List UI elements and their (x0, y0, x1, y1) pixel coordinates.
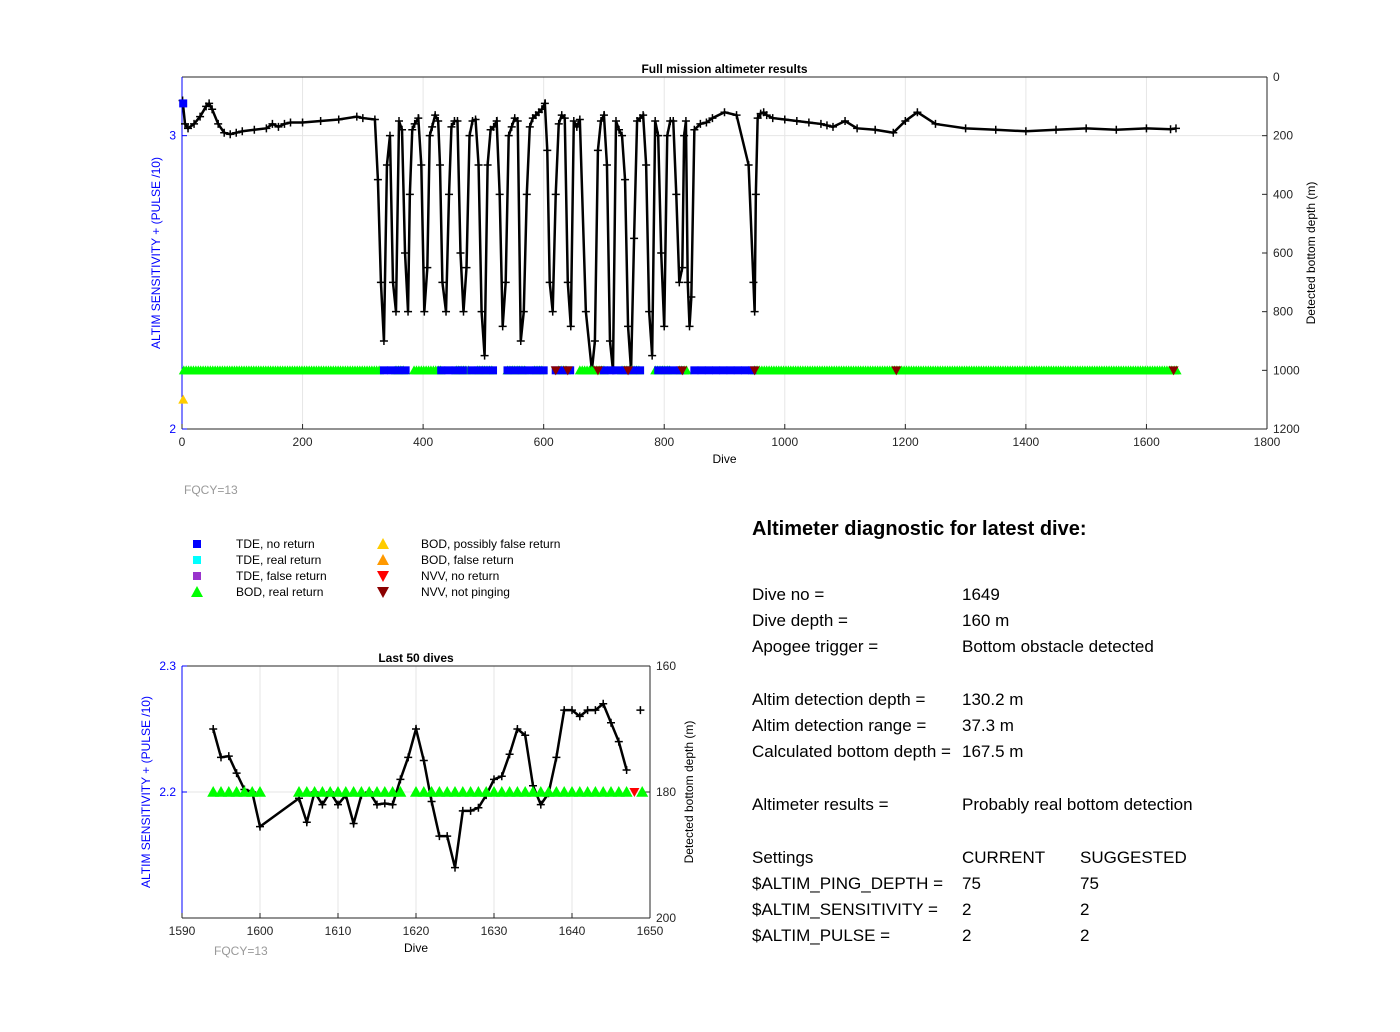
diagnostic-label: Altim detection depth = (752, 690, 926, 709)
x-tick-label: 1600 (1133, 435, 1160, 449)
legend-label: NVV, no return (421, 569, 500, 583)
legend-triangle-up-icon (191, 586, 203, 597)
depth-point (392, 308, 400, 316)
depth-point (591, 337, 599, 345)
diagnostic-label: Dive depth = (752, 611, 848, 630)
diagnostic-current-value: 37.3 m (962, 716, 1014, 735)
depth-point (823, 121, 831, 129)
diagnostic-label: Calculated bottom depth = (752, 742, 951, 761)
depth-point (371, 116, 379, 124)
y-right-tick-label: 400 (1273, 187, 1294, 202)
legend-triangle-up-icon (377, 538, 389, 549)
depth-point (508, 123, 516, 131)
depth-point (287, 118, 295, 126)
legend (191, 537, 560, 599)
depth-point (406, 190, 414, 198)
depth-point (612, 117, 620, 125)
depth-point (396, 775, 404, 783)
depth-point (523, 190, 531, 198)
y-right-tick-label: 1200 (1273, 422, 1300, 436)
depth-point (603, 161, 611, 169)
diagnostic-label: Apogee trigger = (752, 637, 879, 656)
depth-point (651, 117, 659, 125)
depth-point (555, 120, 563, 128)
diagnostic-label: Altimeter results = (752, 795, 889, 814)
diagnostic-title: Altimeter diagnostic for latest dive: (752, 518, 1087, 540)
depth-point (594, 146, 602, 154)
depth-point (552, 190, 560, 198)
depth-point (499, 322, 507, 330)
y-right-tick-label: 800 (1273, 304, 1294, 319)
diagnostic-label: Altim detection range = (752, 716, 927, 735)
y-right-tick-label: 600 (1273, 246, 1294, 260)
x-tick-label: 1630 (480, 924, 508, 938)
depth-point (526, 123, 534, 131)
depth-point (217, 753, 225, 761)
legend-label: TDE, real return (236, 553, 322, 567)
marker-tde-no-return (614, 366, 622, 374)
x-tick-label: 1800 (1253, 435, 1281, 449)
depth-point (459, 308, 467, 316)
diagnostic-current-value: 2 (962, 900, 972, 919)
depth-point (962, 124, 970, 132)
marker-tde-no-return (489, 366, 497, 374)
legend-triangle-down-icon (377, 587, 389, 598)
depth-point (793, 117, 801, 125)
y-right-tick-label: 160 (656, 659, 677, 673)
depth-point (496, 190, 504, 198)
diagnostic-current-value: 1649 (962, 585, 1000, 604)
diagnostic-panel (752, 518, 1312, 945)
depth-point (621, 176, 629, 184)
depth-point (438, 278, 446, 286)
depth-point (445, 190, 453, 198)
y-left-tick-label: 3 (169, 128, 176, 143)
depth-point (1142, 124, 1150, 132)
diagnostic-suggested-value: SUGGESTED (1080, 848, 1187, 867)
x-tick-label: 0 (178, 435, 186, 449)
marker-bod (178, 395, 188, 404)
x-tick-label: 1000 (771, 435, 799, 449)
x-tick-label: 800 (654, 435, 675, 449)
diagnostic-label: $ALTIM_SENSITIVITY = (752, 900, 938, 919)
depth-point (829, 123, 837, 131)
x-axis-label: Dive (403, 941, 429, 955)
legend-triangle-up-icon (377, 554, 389, 565)
diagnostic-current-value: 130.2 m (962, 690, 1024, 709)
depth-point (317, 117, 325, 125)
depth-point (1082, 124, 1090, 132)
y-left-axis-label: ALTIM SENSITIVITY + (PULSE /10) (139, 696, 153, 888)
marker-tde-no-return (654, 366, 662, 374)
legend-label: BOD, real return (236, 585, 324, 599)
depth-point (560, 706, 568, 714)
diagnostic-current-value: 2 (962, 926, 972, 945)
marker-tde-no-return (387, 366, 395, 374)
depth-point (630, 234, 638, 242)
depth-point (238, 127, 246, 135)
depth-point (467, 807, 475, 815)
depth-point (381, 799, 389, 807)
diagnostic-label: Settings (752, 848, 814, 867)
depth-point (498, 772, 506, 780)
x-axis-label: Dive (712, 452, 737, 466)
diagnostic-label: $ALTIM_PING_DEPTH = (752, 874, 943, 893)
marker-tde (179, 99, 187, 107)
marker-tde-no-return (380, 366, 388, 374)
y-left-tick-label: 2 (169, 422, 176, 436)
depth-point (463, 264, 471, 272)
depth-point (299, 118, 307, 126)
depth-point (682, 117, 690, 125)
y-right-axis-label: Detected bottom depth (m) (682, 720, 696, 864)
marker-tde-no-return (532, 366, 540, 374)
depth-point (675, 278, 683, 286)
y-left-tick-label: 2.2 (159, 785, 176, 799)
depth-point (1052, 126, 1060, 134)
depth-point (386, 132, 394, 140)
marker-tde-no-return (525, 366, 533, 374)
depth-point (517, 337, 525, 345)
marker-tde-no-return (705, 366, 713, 374)
x-tick-label: 1640 (558, 924, 586, 938)
y-left-tick-label: 2.3 (159, 659, 176, 673)
depth-point (751, 308, 759, 316)
marker-tde-no-return (394, 366, 402, 374)
depth-point (350, 820, 358, 828)
depth-point (335, 116, 343, 124)
x-tick-label: 1610 (324, 924, 352, 938)
fqcy-annotation: FQCY=13 (184, 483, 238, 497)
marker-tde-no-return (661, 366, 669, 374)
depth-point (781, 116, 789, 124)
marker-tde-no-return (482, 366, 490, 374)
x-tick-label: 400 (413, 435, 434, 449)
depth-line (183, 100, 1176, 370)
diagnostic-current-value: 167.5 m (962, 742, 1024, 761)
diagnostic-current-value: Bottom obstacle detected (962, 637, 1154, 656)
depth-point (817, 120, 825, 128)
marker-tde-no-return (734, 366, 742, 374)
depth-point (805, 118, 813, 126)
depth-point (443, 832, 451, 840)
depth-point (466, 132, 474, 140)
marker-tde-no-return (437, 366, 445, 374)
depth-point (549, 308, 557, 316)
depth-point (456, 249, 464, 257)
legend-label: TDE, no return (236, 537, 315, 551)
marker-tde-no-return (698, 366, 706, 374)
depth-point (576, 116, 584, 124)
depth-point (417, 161, 425, 169)
y-right-tick-label: 200 (1273, 128, 1294, 143)
diagnostic-current-value: 160 m (962, 611, 1010, 630)
depth-point (745, 161, 753, 169)
marker-tde-no-return (402, 366, 410, 374)
marker-tde-no-return (467, 366, 475, 374)
x-tick-label: 1650 (636, 924, 664, 938)
diagnostic-label: Dive no = (752, 585, 825, 604)
fqcy-annotation: FQCY=13 (214, 944, 268, 958)
depth-point (749, 278, 757, 286)
marker-bod-real-return (636, 786, 648, 797)
x-tick-label: 1620 (402, 924, 430, 938)
depth-point (233, 769, 241, 777)
diagnostic-current-value: 75 (962, 874, 981, 893)
depth-point (428, 123, 436, 131)
marker-tde-no-return (719, 366, 727, 374)
depth-point (1112, 126, 1120, 134)
depth-point (359, 114, 367, 122)
chart-title: Last 50 dives (378, 651, 454, 665)
depth-point (992, 126, 1000, 134)
marker-tde-no-return (459, 366, 467, 374)
depth-point (420, 757, 428, 765)
x-tick-label: 1400 (1012, 435, 1040, 449)
y-right-tick-label: 1000 (1273, 363, 1300, 378)
depth-point (733, 111, 741, 119)
depth-point (250, 126, 258, 134)
marker-tde-no-return (607, 366, 615, 374)
depth-point (451, 864, 459, 872)
depth-point (721, 108, 729, 116)
diagnostic-suggested-value: 75 (1080, 874, 1099, 893)
depth-point (752, 190, 760, 198)
depth-point (582, 308, 590, 316)
marker-tde-no-return (504, 366, 512, 374)
depth-point (428, 797, 436, 805)
diagnostic-suggested-value: 2 (1080, 900, 1090, 919)
legend-label: TDE, false return (236, 569, 327, 583)
y-right-axis-label: Detected bottom depth (m) (1304, 181, 1318, 325)
depth-point (420, 308, 428, 316)
depth-point (209, 725, 217, 733)
chart-last-50 (139, 651, 696, 958)
depth-point (871, 126, 879, 134)
marker-tde-no-return (540, 366, 548, 374)
x-tick-label: 1600 (246, 924, 274, 938)
depth-point (395, 117, 403, 125)
marker-tde-no-return (669, 366, 677, 374)
depth-point (623, 766, 631, 774)
depth-point (1022, 127, 1030, 135)
y-right-tick-label: 0 (1273, 70, 1280, 84)
depth-point (374, 176, 382, 184)
depth-point (475, 161, 483, 169)
diagnostic-suggested-value: 2 (1080, 926, 1090, 945)
marker-tde-no-return (712, 366, 720, 374)
x-tick-label: 1200 (891, 435, 919, 449)
depth-point (404, 308, 412, 316)
depth-point (226, 130, 234, 138)
depth-point (412, 725, 420, 733)
depth-point (490, 775, 498, 783)
depth-point (672, 190, 680, 198)
depth-point (404, 753, 412, 761)
depth-point (1167, 125, 1175, 133)
y-right-tick-label: 200 (656, 911, 677, 925)
depth-point (552, 753, 560, 761)
depth-point (225, 752, 233, 760)
marker-tde-no-return (444, 366, 452, 374)
depth-point (442, 308, 450, 316)
diagnostic-current-value: Probably real bottom detection (962, 795, 1193, 814)
depth-point (426, 132, 434, 140)
depth-point (567, 322, 575, 330)
marker-tde-no-return (727, 366, 735, 374)
marker-bod-real-return (621, 786, 633, 797)
depth-point (436, 161, 444, 169)
legend-label: BOD, possibly false return (421, 537, 561, 551)
legend-triangle-down-icon (377, 571, 389, 582)
marker-tde-no-return (741, 366, 749, 374)
chart-title: Full mission altimeter results (641, 62, 808, 76)
depth-point (435, 832, 443, 840)
depth-point (1172, 124, 1180, 132)
depth-point (642, 161, 650, 169)
depth-point-extra (636, 706, 644, 714)
depth-point (459, 807, 467, 815)
x-tick-label: 600 (533, 435, 554, 449)
diagnostic-current-value: CURRENT (962, 848, 1046, 867)
chart-full-mission (149, 62, 1318, 497)
legend-square-icon (193, 572, 201, 580)
legend-square-icon (193, 556, 201, 564)
marker-tde-no-return (475, 366, 483, 374)
depth-point (648, 352, 656, 360)
depth-point (481, 352, 489, 360)
diagnostic-label: $ALTIM_PULSE = (752, 926, 891, 945)
depth-point (660, 322, 668, 330)
depth-point (484, 161, 492, 169)
legend-square-icon (193, 540, 201, 548)
y-right-tick-label: 180 (656, 785, 677, 799)
depth-point (607, 719, 615, 727)
legend-label: NVV, not pinging (421, 585, 510, 599)
depth-point (506, 750, 514, 758)
depth-point (389, 801, 397, 809)
legend-label: BOD, false return (421, 553, 514, 567)
depth-point (353, 113, 361, 121)
marker-tde-no-return (452, 366, 460, 374)
y-left-axis-label: ALTIM SENSITIVITY + (PULSE /10) (149, 157, 163, 349)
depth-point (505, 132, 513, 140)
depth-point (615, 738, 623, 746)
depth-point (303, 818, 311, 826)
marker-tde-no-return (690, 366, 698, 374)
depth-point (686, 322, 694, 330)
x-tick-label: 1590 (168, 924, 196, 938)
marker-tde-no-return (636, 366, 644, 374)
depth-point (543, 146, 551, 154)
marker-tde-no-return (518, 366, 526, 374)
x-tick-label: 200 (292, 435, 313, 449)
marker-tde-no-return (511, 366, 519, 374)
depth-point (380, 337, 388, 345)
